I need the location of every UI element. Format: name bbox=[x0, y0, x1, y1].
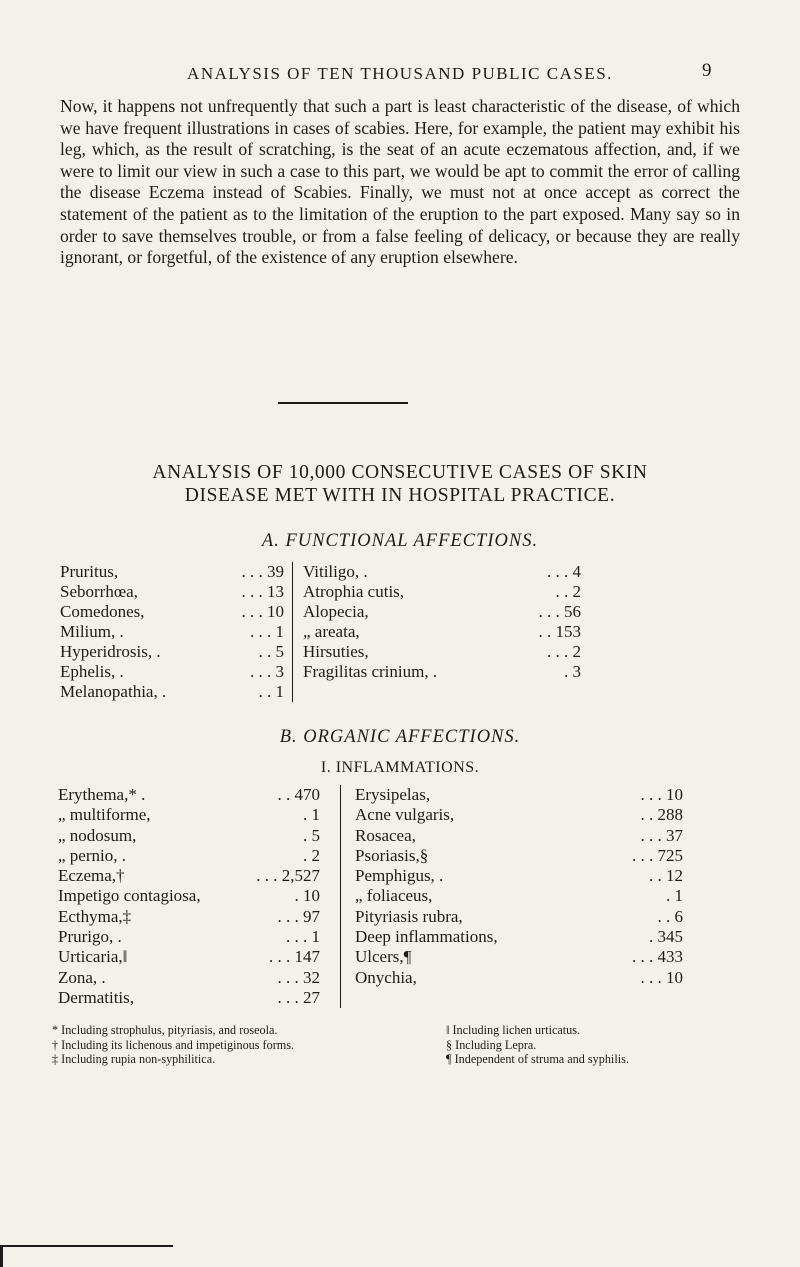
table-row bbox=[303, 582, 581, 602]
row-value: . . 12 bbox=[649, 866, 683, 886]
section-divider bbox=[278, 402, 408, 404]
row-value: . . . 39 bbox=[241, 562, 284, 581]
row-value: . 3 bbox=[564, 662, 581, 681]
row-value: . . . 97 bbox=[277, 906, 320, 926]
row-value: . . . 4 bbox=[547, 562, 581, 581]
functional-right-column bbox=[293, 562, 581, 702]
row-label: Pityriasis rubra, bbox=[355, 906, 463, 926]
row-value: . . 153 bbox=[538, 622, 581, 641]
row-label: „ pernio, . bbox=[58, 845, 126, 865]
table-row bbox=[58, 988, 320, 1008]
row-label: Ecthyma,‡ bbox=[58, 906, 132, 926]
footnote-right: ‖ Including lichen urticatus. bbox=[446, 1023, 581, 1037]
footnote-right: § Including Lepra. bbox=[446, 1037, 537, 1052]
row-value: . . . 27 bbox=[277, 987, 320, 1007]
row-value: . . . 3 bbox=[250, 662, 284, 681]
table-row bbox=[355, 947, 683, 967]
row-value: . . 288 bbox=[640, 805, 683, 825]
row-label: Pruritus, bbox=[60, 562, 119, 581]
row-label: Psoriasis,§ bbox=[355, 845, 429, 865]
organic-affections-table bbox=[58, 785, 683, 1008]
row-label: Eczema,† bbox=[58, 866, 125, 886]
organic-left-column bbox=[58, 785, 341, 1008]
footnote-row bbox=[52, 1023, 772, 1038]
row-value: . . . 2,527 bbox=[256, 866, 320, 886]
row-value: . . 1 bbox=[258, 682, 284, 701]
row-value: . . 6 bbox=[657, 906, 683, 926]
row-value: . . . 147 bbox=[269, 947, 320, 967]
page-number: 9 bbox=[702, 60, 712, 81]
row-value: . . . 2 bbox=[547, 642, 581, 661]
row-label: Deep inflammations, bbox=[355, 927, 498, 947]
row-value: . . 5 bbox=[258, 642, 284, 661]
table-row bbox=[58, 968, 320, 988]
row-label: Erysipelas, bbox=[355, 785, 431, 804]
table-row bbox=[58, 866, 320, 886]
row-label: Hirsuties, bbox=[303, 642, 369, 661]
footnote-row bbox=[52, 1038, 772, 1053]
row-value: . . . 37 bbox=[640, 825, 683, 845]
row-value: . . . 56 bbox=[538, 602, 581, 621]
row-value: . 1 bbox=[666, 886, 683, 906]
functional-left-column bbox=[60, 562, 293, 702]
row-label: Atrophia cutis, bbox=[303, 582, 405, 601]
row-label: „ foliaceus, bbox=[355, 886, 433, 906]
row-label: Ephelis, . bbox=[60, 662, 124, 681]
row-label: „ areata, bbox=[303, 622, 360, 641]
section-title-line-1: ANALYSIS OF 10,000 CONSECUTIVE CASES OF SKIN bbox=[152, 462, 648, 483]
table-row bbox=[355, 805, 683, 825]
table-row bbox=[58, 805, 320, 825]
table-row bbox=[355, 785, 683, 805]
table-row bbox=[303, 562, 581, 582]
row-label: Hyperidrosis, . bbox=[60, 642, 161, 661]
row-label: Milium, . bbox=[60, 622, 124, 641]
row-value: . 345 bbox=[649, 927, 683, 947]
row-value: . 2 bbox=[303, 845, 320, 865]
footnote-right: ¶ Independent of struma and syphilis. bbox=[446, 1052, 629, 1066]
table-row bbox=[60, 602, 284, 622]
footnote-row bbox=[52, 1052, 772, 1067]
inflammations-heading: I. INFLAMMATIONS. bbox=[320, 759, 480, 776]
table-row bbox=[355, 826, 683, 846]
table-row bbox=[60, 682, 284, 702]
row-label: Prurigo, . bbox=[58, 927, 122, 947]
table-row bbox=[58, 826, 320, 846]
row-value: . . . 10 bbox=[241, 602, 284, 621]
row-value: . . . 725 bbox=[632, 845, 683, 865]
footnote-left: * Including strophulus, pityriasis, and roseola. bbox=[52, 1023, 278, 1037]
running-head: ANALYSIS OF TEN THOUSAND PUBLIC CASES. bbox=[187, 64, 613, 83]
table-row bbox=[60, 562, 284, 582]
table-row bbox=[303, 642, 581, 662]
row-label: Urticaria,‖ bbox=[58, 947, 128, 967]
table-row bbox=[355, 927, 683, 947]
footnote-left: † Including its lichenous and impetiginous forms. bbox=[52, 1037, 295, 1052]
table-row bbox=[355, 886, 683, 906]
row-label: „ nodosum, bbox=[58, 825, 137, 845]
row-label: Erythema,* . bbox=[58, 785, 146, 804]
row-label: Rosacea, bbox=[355, 825, 416, 845]
table-row bbox=[60, 662, 284, 682]
row-value: . . . 1 bbox=[250, 622, 284, 641]
row-label: Acne vulgaris, bbox=[355, 805, 455, 825]
table-row bbox=[303, 662, 581, 682]
functional-affections-table bbox=[60, 562, 581, 702]
table-row bbox=[60, 642, 284, 662]
row-label: Zona, . bbox=[58, 967, 106, 987]
row-value: . . . 10 bbox=[640, 967, 683, 987]
row-label: Fragilitas crinium, . bbox=[303, 662, 438, 681]
row-value: . . . 32 bbox=[277, 967, 320, 987]
row-value: . . 470 bbox=[277, 785, 320, 804]
row-value: . 10 bbox=[294, 886, 320, 906]
table-row bbox=[303, 602, 581, 622]
row-label: Ulcers,¶ bbox=[355, 947, 412, 967]
table-row bbox=[58, 927, 320, 947]
table-row bbox=[355, 907, 683, 927]
row-value: . . . 433 bbox=[632, 947, 683, 967]
row-label: Impetigo contagiosa, bbox=[58, 886, 201, 906]
row-label: Seborrhœa, bbox=[60, 582, 138, 601]
table-row bbox=[355, 866, 683, 886]
table-row bbox=[355, 968, 683, 988]
table-row bbox=[58, 886, 320, 906]
organic-affections-heading: B. ORGANIC AFFECTIONS. bbox=[279, 727, 521, 747]
body-paragraph: Now, it happens not unfrequently that such a part is least characteristic of the disease, of which we have frequent illustrations in cases of scabies. Here, for example, the patient may exhibit his leg, which, as the result of scratching, is the seat of an acute eczematous affection, and, if we were to limit our view in such a case to this part, we would be apt to commit the error of calling the disease Eczema instead of Scabies. Finally, we must not at once accept as correct the statement of the patient as to the limitation of the eruption to the part exposed. Many say so in order to save themselves trouble, or from a false feeling of delicacy, or because they are really ignorant, or forgetful, of the existence of any eruption elsewhere. bbox=[60, 96, 740, 268]
row-label: Vitiligo, . bbox=[303, 562, 368, 581]
table-row bbox=[60, 622, 284, 642]
table-row bbox=[355, 846, 683, 866]
footnote-left: ‡ Including rupia non-syphilitica. bbox=[52, 1052, 216, 1066]
functional-affections-heading: A. FUNCTIONAL AFFECTIONS. bbox=[261, 531, 539, 551]
row-label: Pemphigus, . bbox=[355, 866, 444, 886]
footnotes bbox=[52, 1023, 772, 1067]
row-value: . . . 10 bbox=[640, 785, 683, 804]
row-label: Comedones, bbox=[60, 602, 145, 621]
table-row bbox=[58, 907, 320, 927]
page-corner-mark bbox=[0, 1245, 173, 1267]
row-label: Dermatitis, bbox=[58, 987, 135, 1007]
row-label: Alopecia, bbox=[303, 602, 369, 621]
row-value: . 1 bbox=[303, 805, 320, 825]
row-label: Onychia, bbox=[355, 967, 417, 987]
table-row bbox=[58, 846, 320, 866]
row-value: . 5 bbox=[303, 825, 320, 845]
table-row bbox=[60, 582, 284, 602]
table-row bbox=[58, 785, 320, 805]
row-label: „ multiforme, bbox=[58, 805, 151, 825]
section-title-line-2: DISEASE MET WITH IN HOSPITAL PRACTICE. bbox=[184, 485, 616, 506]
table-row bbox=[303, 622, 581, 642]
row-value: . . . 13 bbox=[241, 582, 284, 601]
row-label: Melanopathia, . bbox=[60, 682, 167, 701]
organic-right-column bbox=[341, 785, 683, 1008]
row-value: . . . 1 bbox=[286, 927, 320, 947]
table-row bbox=[58, 947, 320, 967]
row-value: . . 2 bbox=[555, 582, 581, 601]
